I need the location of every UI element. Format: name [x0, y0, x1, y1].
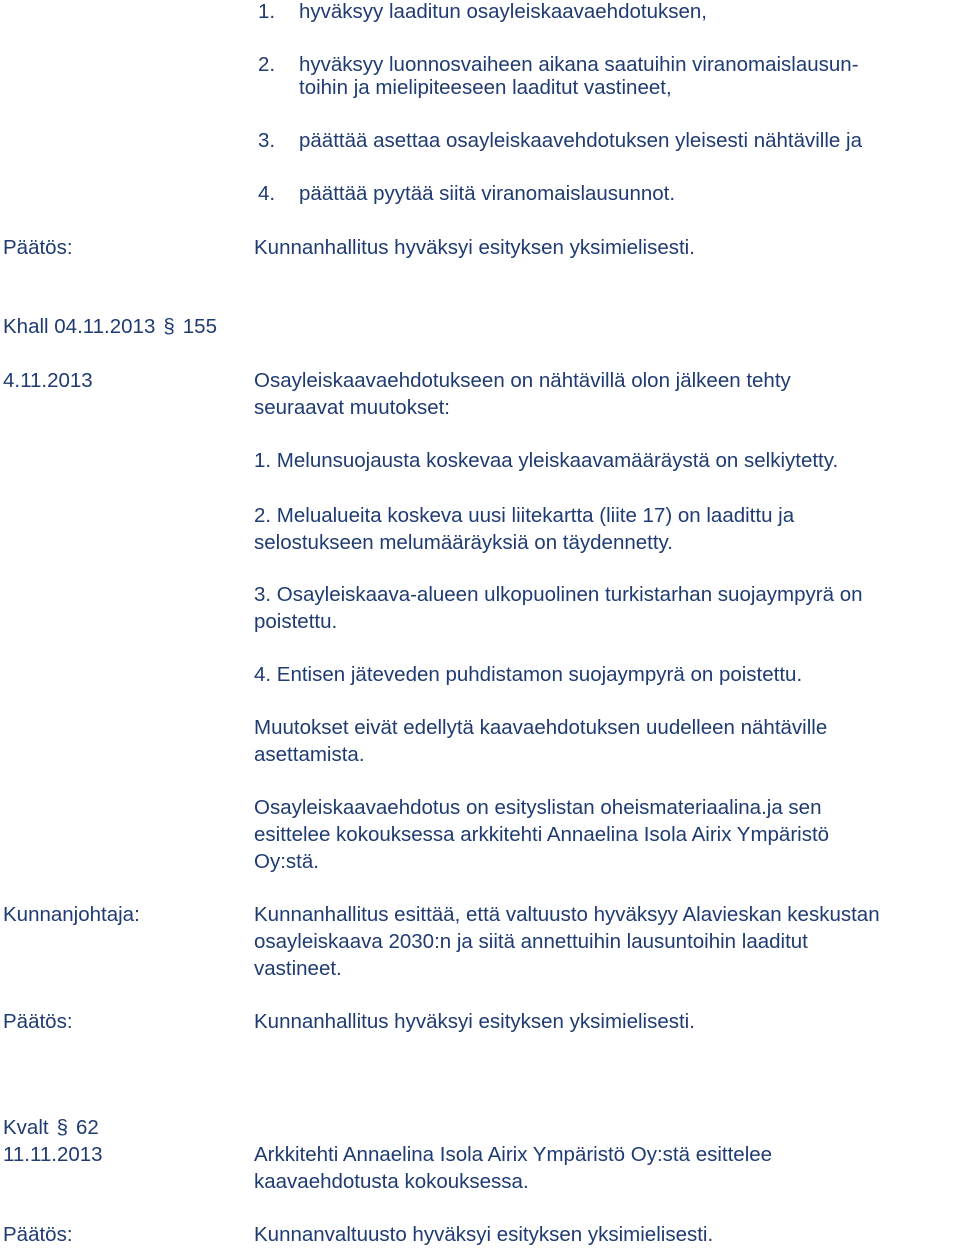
- note-1-line-1: Muutokset eivät edellytä kaavaehdotuksen uudelleen nähtäville: [254, 716, 828, 739]
- change-item-1: 1. Melunsuojausta koskevaa yleiskaavamääräystä on selkiytetty.: [254, 449, 839, 472]
- decision-text: Kunnanhallitus hyväksyi esityksen yksimielisesti.: [254, 1010, 695, 1033]
- note-2-line-1: Osayleiskaavaehdotus on esityslistan oheismateriaalina.ja sen: [254, 796, 822, 819]
- decision-text: Kunnanhallitus hyväksyi esityksen yksimielisesti.: [254, 236, 695, 259]
- list-item-4: päättää pyytää siitä viranomaislausunnot.: [299, 182, 676, 205]
- director-proposal-line-3: vastineet.: [254, 957, 342, 980]
- decision-label: Päätös:: [3, 1223, 73, 1246]
- change-item-3-line-1: 3. Osayleiskaava-alueen ulkopuolinen turkistarhan suojaympyrä on: [254, 583, 863, 606]
- meeting-reference-khall: [3, 313, 217, 340]
- list-number-4: 4.: [258, 182, 276, 205]
- section-sign: §: [56, 1116, 68, 1139]
- change-item-2-line-2: selostukseen melumääräyksiä on täydennetty.: [254, 531, 673, 554]
- director-proposal-line-1: Kunnanhallitus esittää, että valtuusto hyväksyy Alavieskan keskustan: [254, 903, 880, 926]
- change-item-3-line-2: poistettu.: [254, 610, 338, 633]
- meeting-body: Kvalt: [3, 1116, 49, 1139]
- decision-text: Kunnanvaltuusto hyväksyi esityksen yksimielisesti.: [254, 1223, 714, 1246]
- list-item-2-line-2: toihin ja mielipiteeseen laaditut vastineet,: [299, 76, 672, 99]
- entry-intro-line-2: seuraavat muutokset:: [254, 396, 450, 419]
- kvalt-entry-line-1: Arkkitehti Annaelina Isola Airix Ympäristö Oy:stä esittelee: [254, 1143, 773, 1166]
- list-number-1: 1.: [258, 0, 276, 23]
- decision-label: Päätös:: [3, 236, 73, 259]
- list-item-1: hyväksyy laaditun osayleiskaavaehdotuksen,: [299, 0, 707, 23]
- change-item-2-line-1: 2. Melualueita koskeva uusi liitekartta (liite 17) on laadittu ja: [254, 504, 795, 527]
- director-label: Kunnanjohtaja:: [3, 903, 140, 926]
- change-item-4: 4. Entisen jäteveden puhdistamon suojaympyrä on poistettu.: [254, 663, 803, 686]
- list-item-2-line-1: hyväksyy luonnosvaiheen aikana saatuihin viranomaislausun-: [299, 53, 859, 76]
- list-number-3: 3.: [258, 129, 276, 152]
- note-2-line-3: Oy:stä.: [254, 850, 319, 873]
- kvalt-entry-line-2: kaavaehdotusta kokouksessa.: [254, 1170, 529, 1193]
- decision-label: Päätös:: [3, 1010, 73, 1033]
- director-proposal-line-2: osayleiskaava 2030:n ja siitä annettuihin lausuntoihin laaditut: [254, 930, 808, 953]
- section-sign: §: [163, 315, 175, 338]
- meeting-body-date: Khall 04.11.2013: [3, 315, 156, 338]
- note-1-line-2: asettamista.: [254, 743, 365, 766]
- entry-date: 4.11.2013: [3, 369, 93, 392]
- entry-date: 11.11.2013: [3, 1143, 103, 1166]
- list-item-3: päättää asettaa osayleiskaavehdotuksen yleisesti nähtäville ja: [299, 129, 862, 152]
- list-number-2: 2.: [258, 53, 276, 76]
- meeting-reference-kvalt: [3, 1114, 99, 1141]
- section-number: 62: [75, 1116, 99, 1139]
- section-number: 155: [182, 315, 217, 338]
- entry-intro-line-1: Osayleiskaavaehdotukseen on nähtävillä olon jälkeen tehty: [254, 369, 791, 392]
- note-2-line-2: esittelee kokouksessa arkkitehti Annaelina Isola Airix Ympäristö: [254, 823, 830, 846]
